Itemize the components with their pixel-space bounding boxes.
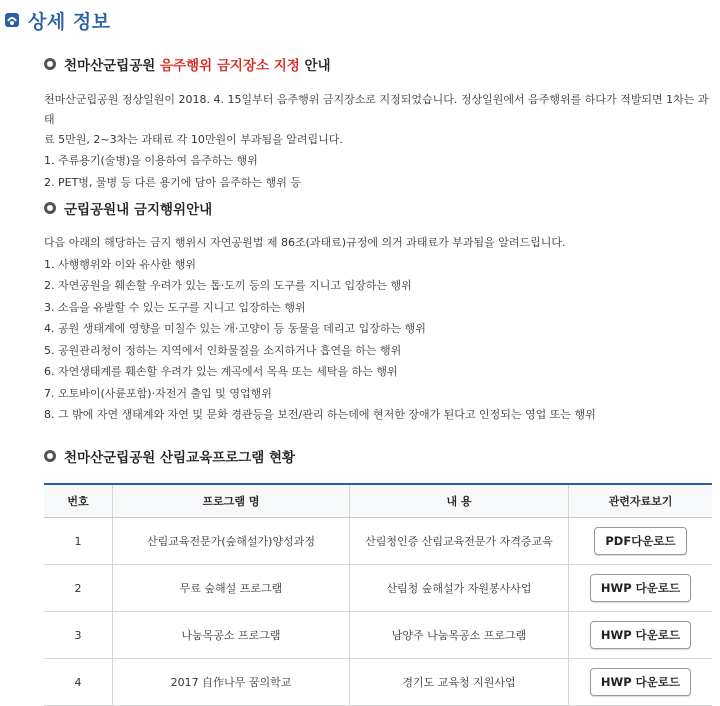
program-table-wrap — [44, 483, 712, 706]
paragraph-line: 천마산군립공원 정상일원이 2018. 4. 15일부터 음주행위 금지장소로 지정되었습니다. 정상일원에서 음주행위를 하다가 적발되면 1차는 과태 — [44, 93, 709, 126]
heading-text — [64, 54, 331, 74]
heading-text: 천마산군립공원 산림교육프로그램 현황 — [64, 450, 296, 466]
hwp-download-button[interactable]: HWP 다운로드 — [590, 621, 691, 649]
program-table — [44, 483, 712, 706]
cell-program-name: 2017 自作나무 꿈의학교 — [113, 659, 350, 706]
list-item: 2. 자연공원을 훼손할 우려가 있는 톱·도끼 등의 도구를 지니고 입장하는 행위 — [44, 279, 412, 292]
cell-number: 4 — [44, 659, 113, 706]
page-header — [4, 6, 111, 34]
section-heading — [44, 446, 710, 466]
list-item: 6. 자연생태계를 훼손할 우려가 있는 계곡에서 목욕 또는 세탁을 하는 행위 — [44, 365, 398, 378]
list-item: 1. 주류용기(술병)을 이용하여 음주하는 행위 — [44, 154, 258, 167]
cell-number: 3 — [44, 612, 113, 659]
table-row — [44, 659, 712, 706]
bullet-icon — [44, 58, 56, 70]
section-heading — [44, 198, 710, 218]
section-education-programs — [44, 446, 710, 466]
list-item: 2. PET병, 물병 등 다른 용기에 담아 음주하는 행위 등 — [44, 175, 302, 189]
column-header: 번호 — [44, 484, 113, 518]
list-item: 7. 오토바이(사륜포함)·자전거 출입 및 영업행위 — [44, 386, 272, 400]
heading-text: 군립공원내 금지행위안내 — [64, 202, 213, 218]
cell-program-name: 산림교육전문가(숲해설가)양성과정 — [113, 518, 350, 565]
list-item: 8. 그 밖에 자연 생태계와 자연 및 문화 경관등을 보전/관리 하는데에 현저한 장애가 된다고 인정되는 영업 또는 행위 — [44, 408, 596, 421]
section-prohibited-acts — [44, 198, 710, 218]
cell-download — [569, 659, 713, 706]
table-row — [44, 612, 712, 659]
intro-text: 다음 아래의 해당하는 금지 행위시 자연공원법 제 86조(과태료)규정에 의거 과태료가 부과됨을 알려드립니다. — [44, 236, 566, 249]
list-item: 5. 공원관리청이 정하는 지역에서 인화물질을 소지하거나 흡연을 하는 행위 — [44, 343, 402, 357]
cell-content: 산림청인증 산림교육전문가 자격증교육 — [350, 518, 569, 565]
heading-part: 안내 — [299, 58, 331, 74]
section-drinking-ban — [44, 54, 710, 74]
cell-number: 2 — [44, 565, 113, 612]
cell-program-name: 나눔목공소 프로그램 — [113, 612, 350, 659]
pdf-download-button[interactable]: PDF다운로드 — [594, 527, 686, 555]
section-list — [44, 232, 714, 426]
hwp-download-button[interactable]: HWP 다운로드 — [590, 668, 691, 696]
bullet-icon — [44, 450, 56, 462]
bullet-icon — [44, 202, 56, 214]
document-icon — [4, 12, 20, 28]
table-row — [44, 565, 712, 612]
hwp-download-button[interactable]: HWP 다운로드 — [590, 574, 691, 602]
cell-download — [569, 612, 713, 659]
cell-download — [569, 565, 713, 612]
list-item: 1. 사행행위와 이와 유사한 행위 — [44, 257, 196, 271]
section-heading — [44, 54, 710, 74]
table-row — [44, 518, 712, 565]
list-item: 3. 소음을 유발할 수 있는 도구를 지니고 입장하는 행위 — [44, 300, 306, 314]
list-item: 4. 공원 생태계에 영향을 미칠수 있는 개·고양이 등 동물을 데리고 입장하는 행위 — [44, 322, 426, 335]
cell-content: 경기도 교육청 지원사업 — [350, 659, 569, 706]
paragraph-line: 료 5만원, 2~3차는 과태료 각 10만원이 부과됨을 알려립니다. — [44, 133, 343, 146]
section-paragraph — [44, 90, 714, 193]
cell-program-name: 무료 숲해설 프로그램 — [113, 565, 350, 612]
cell-content: 남양주 나눔목공소 프로그램 — [350, 612, 569, 659]
cell-number: 1 — [44, 518, 113, 565]
column-header: 프로그램 명 — [113, 484, 350, 518]
column-header: 관련자료보기 — [569, 484, 713, 518]
column-header: 내 용 — [350, 484, 569, 518]
cell-download — [569, 518, 713, 565]
table-header-row — [44, 484, 712, 518]
heading-highlight: 음주행위 금지장소 지정 — [160, 58, 300, 74]
cell-content: 산림청 숲해설가 자원봉사사업 — [350, 565, 569, 612]
heading-part: 천마산군립공원 — [64, 58, 160, 74]
page-title: 상세 정보 — [28, 10, 111, 33]
